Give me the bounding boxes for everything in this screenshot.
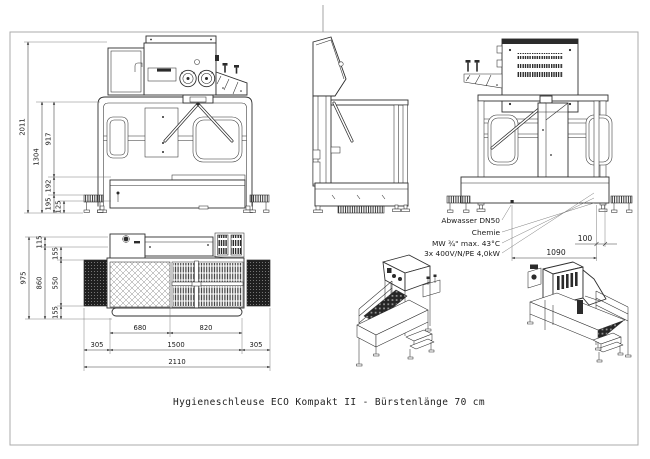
dim-margin-right: 305 (249, 341, 263, 349)
dim-base-section: 195 (44, 197, 53, 211)
rear-connection-shelf (464, 60, 502, 88)
brush-rollers (172, 261, 243, 313)
front-dimensions (19, 42, 112, 213)
dim-overhang: 115 (35, 235, 44, 249)
plan-body (84, 258, 270, 316)
checker-plate (110, 262, 170, 307)
front-view (19, 36, 270, 213)
annotation-water: MW ¾" max. 43°C (431, 239, 500, 248)
side-turnstile-arm (334, 103, 352, 141)
soap-dispenser-right (198, 70, 214, 86)
dim-brush-bottom: 155 (51, 306, 60, 319)
side-base-tank (315, 183, 408, 206)
iso-front-step (406, 330, 434, 359)
dim-walkway: 550 (51, 276, 60, 290)
dim-width-total: 2110 (168, 358, 186, 366)
plan-view (20, 233, 271, 371)
side-view (313, 37, 410, 213)
dim-to-platform: 1304 (32, 148, 41, 166)
plan-step-strip (112, 308, 242, 316)
front-wash-unit (108, 36, 247, 95)
iso-rear-motor (528, 265, 541, 289)
side-brush-right (247, 260, 270, 306)
dim-tank-section: 192 (44, 179, 53, 193)
front-base-tank (110, 175, 245, 209)
front-chute (216, 63, 247, 95)
dim-margin-left: 305 (90, 341, 104, 349)
soap-dispenser-left (180, 70, 196, 86)
rear-step-grate-left (447, 196, 470, 203)
rear-view (424, 39, 632, 261)
dim-depth-inner: 860 (35, 276, 44, 290)
front-step-grate-right (250, 195, 269, 202)
rear-step-grate-right (611, 196, 632, 203)
drawing-caption: Hygieneschleuse ECO Kompakt II - Bürstenlänge 70 cm (172, 397, 486, 408)
isometric-view-front (357, 255, 441, 366)
annotation-chemical: Chemie (471, 228, 500, 237)
dim-total-height: 2011 (18, 118, 27, 136)
dim-left-zone: 680 (133, 324, 147, 332)
side-step-grate (338, 206, 384, 213)
dim-brush-top: 155 (51, 247, 60, 260)
annotation-drain: Abwasser DN50 (441, 216, 500, 225)
annotation-power: 3x 400V/N/PE 4,0kW (424, 249, 500, 258)
dim-depth-total: 975 (19, 271, 28, 285)
isometric-view-rear (528, 262, 632, 362)
dim-pipe-offset: 100 (577, 234, 593, 243)
dim-frame-width: 1500 (167, 341, 185, 349)
drain-connection (511, 200, 514, 203)
dim-platform-to-tank: 917 (44, 132, 53, 146)
dim-drain-to-pipe: 1090 (546, 248, 566, 257)
rear-base-tank (461, 177, 609, 203)
dim-right-zone: 820 (199, 324, 213, 332)
vent-grille (517, 53, 563, 59)
dim-foot-height: 125 (54, 200, 63, 214)
side-brush-left (84, 260, 107, 306)
